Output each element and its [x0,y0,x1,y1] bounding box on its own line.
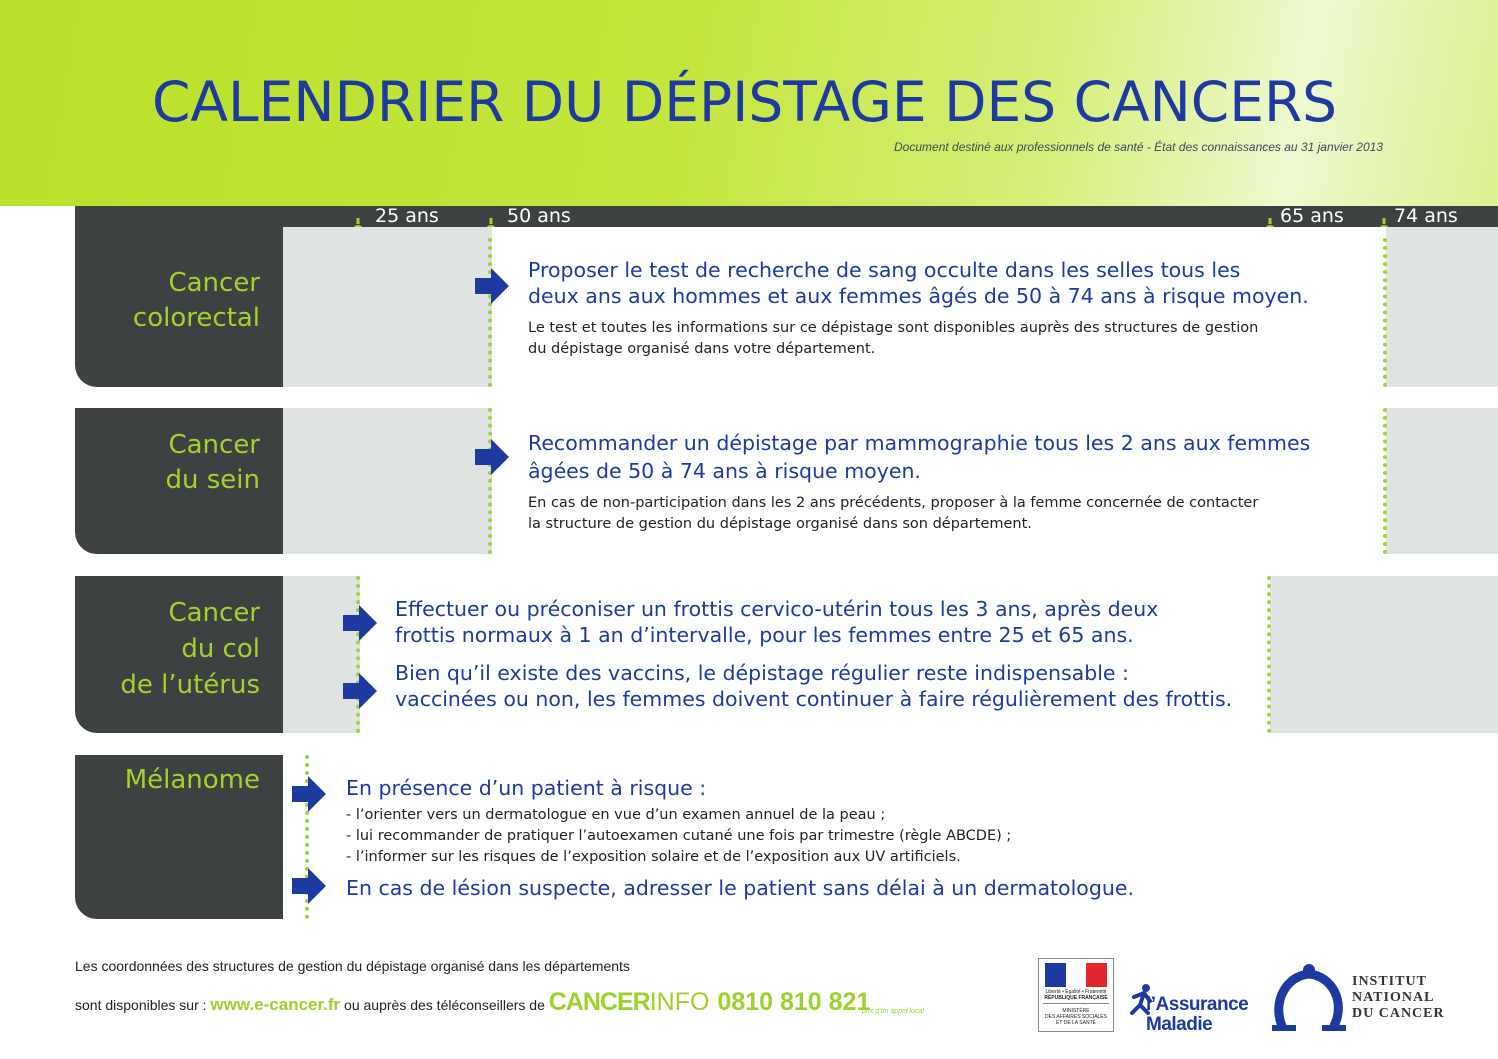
footer-line-1: Les coordonnées des structures de gestion du dépistage organisé dans les départements [75,958,630,974]
price-note: prix d’un appel local [862,1008,924,1015]
category-panel-col [75,576,284,733]
category-panel-colorectal [75,206,284,387]
cancer-info-brand: CANCER [548,988,650,1016]
arrow-icon [292,866,326,906]
category-label-melanome: Mélanome [124,765,260,795]
dotted-line-50 [488,238,492,387]
age-label-65: 65 ans [1280,205,1344,227]
arrow-icon [475,437,509,477]
arrow-icon [292,774,326,814]
melanome-bullet-list: - l’orienter vers un dermatologue en vue d’un examen annuel de la peau ; - lui recommander de pratiquer l’autoexamen cutané une fois par trimestre (règle ABCDE) ; - l’informer sur les risques de l’exposition solaire et de l’exposition aux UV artificiels. [346,807,1012,865]
french-flag-icon [1045,963,1107,987]
melanome-main-text-2: En cas de lésion suspecte, adresser le patient sans délai à un dermatologue. [346,876,1134,900]
sein-note-text: En cas de non-participation dans les 2 ans précédents, proposer à la femme concernée de contacter la structure de gestion du dépistage organisé dans son département. [528,495,1259,532]
header-banner [0,0,1498,206]
category-label-colorectal: Cancer colorectal [132,268,260,333]
age-label-74: 74 ans [1394,205,1458,227]
age-label-50: 50 ans [507,205,571,227]
colorectal-note-text: Le test et toutes les informations sur ce dépistage sont disponibles auprès des structures de gestion du dépistage organisé dans votre département. [528,320,1259,357]
dotted-line-65 [1267,576,1271,733]
republique-francaise-logo: Liberté • Égalité • Fraternité RÉPUBLIQUE FRANÇAISE MINISTÈRE DES AFFAIRES SOCIALES ET DE LA SANTÉ [1038,958,1114,1032]
arrow-icon [343,603,377,643]
page-title: CALENDRIER DU DÉPISTAGE DES CANCERS [152,70,1338,134]
arrow-icon [343,671,377,711]
sein-main-text: Recommander un dépistage par mammographie tous les 2 ans aux femmes âgées de 50 à 74 ans à risque moyen. [528,431,1311,483]
category-panel-melanome [75,755,284,919]
dotted-line-74 [1383,238,1387,387]
footer-line-2: sont disponibles sur : www.e-cancer.fr ou auprès des téléconseillers de CANCERINFO 0810 810 821 [75,988,871,1016]
phone-number[interactable]: 0810 810 821 [717,988,871,1016]
dotted-line-74 [1383,408,1387,554]
arrow-icon [475,266,509,306]
category-label-col: Cancer du col de l’utérus [120,598,260,700]
assurance-maladie-logo: l’Assurance Maladie [1130,983,1260,1035]
institut-national-du-cancer-logo: INSTITUT NATIONAL DU CANCER [1268,962,1438,1034]
age-label-25: 25 ans [375,205,439,227]
category-panel-sein [75,408,284,554]
category-label-sein: Cancer du sein [165,430,260,495]
colorectal-main-text: Proposer le test de recherche de sang occulte dans les selles tous les deux ans aux hommes et aux femmes âgés de 50 à 74 ans à risque moyen. [528,258,1309,308]
col-main-text-1: Effectuer ou préconiser un frottis cervico-utérin tous les 3 ans, après deux frottis normaux à 1 an d’intervalle, pour les femmes entre 25 et 65 ans. [395,597,1159,647]
col-main-text-2: Bien qu’il existe des vaccins, le dépistage régulier reste indispensable : vaccinées ou non, les femmes doivent continuer à faire régulièrement des frottis. [395,661,1233,711]
dotted-line-50 [488,408,492,554]
e-cancer-link[interactable]: www.e-cancer.fr [210,995,341,1014]
page-subtitle: Document destiné aux professionnels de santé - État des connaissances au 31 janvier 2013 [894,140,1383,154]
melanome-main-text-1: En présence d’un patient à risque : [346,776,707,800]
inca-emblem-icon [1268,962,1350,1034]
